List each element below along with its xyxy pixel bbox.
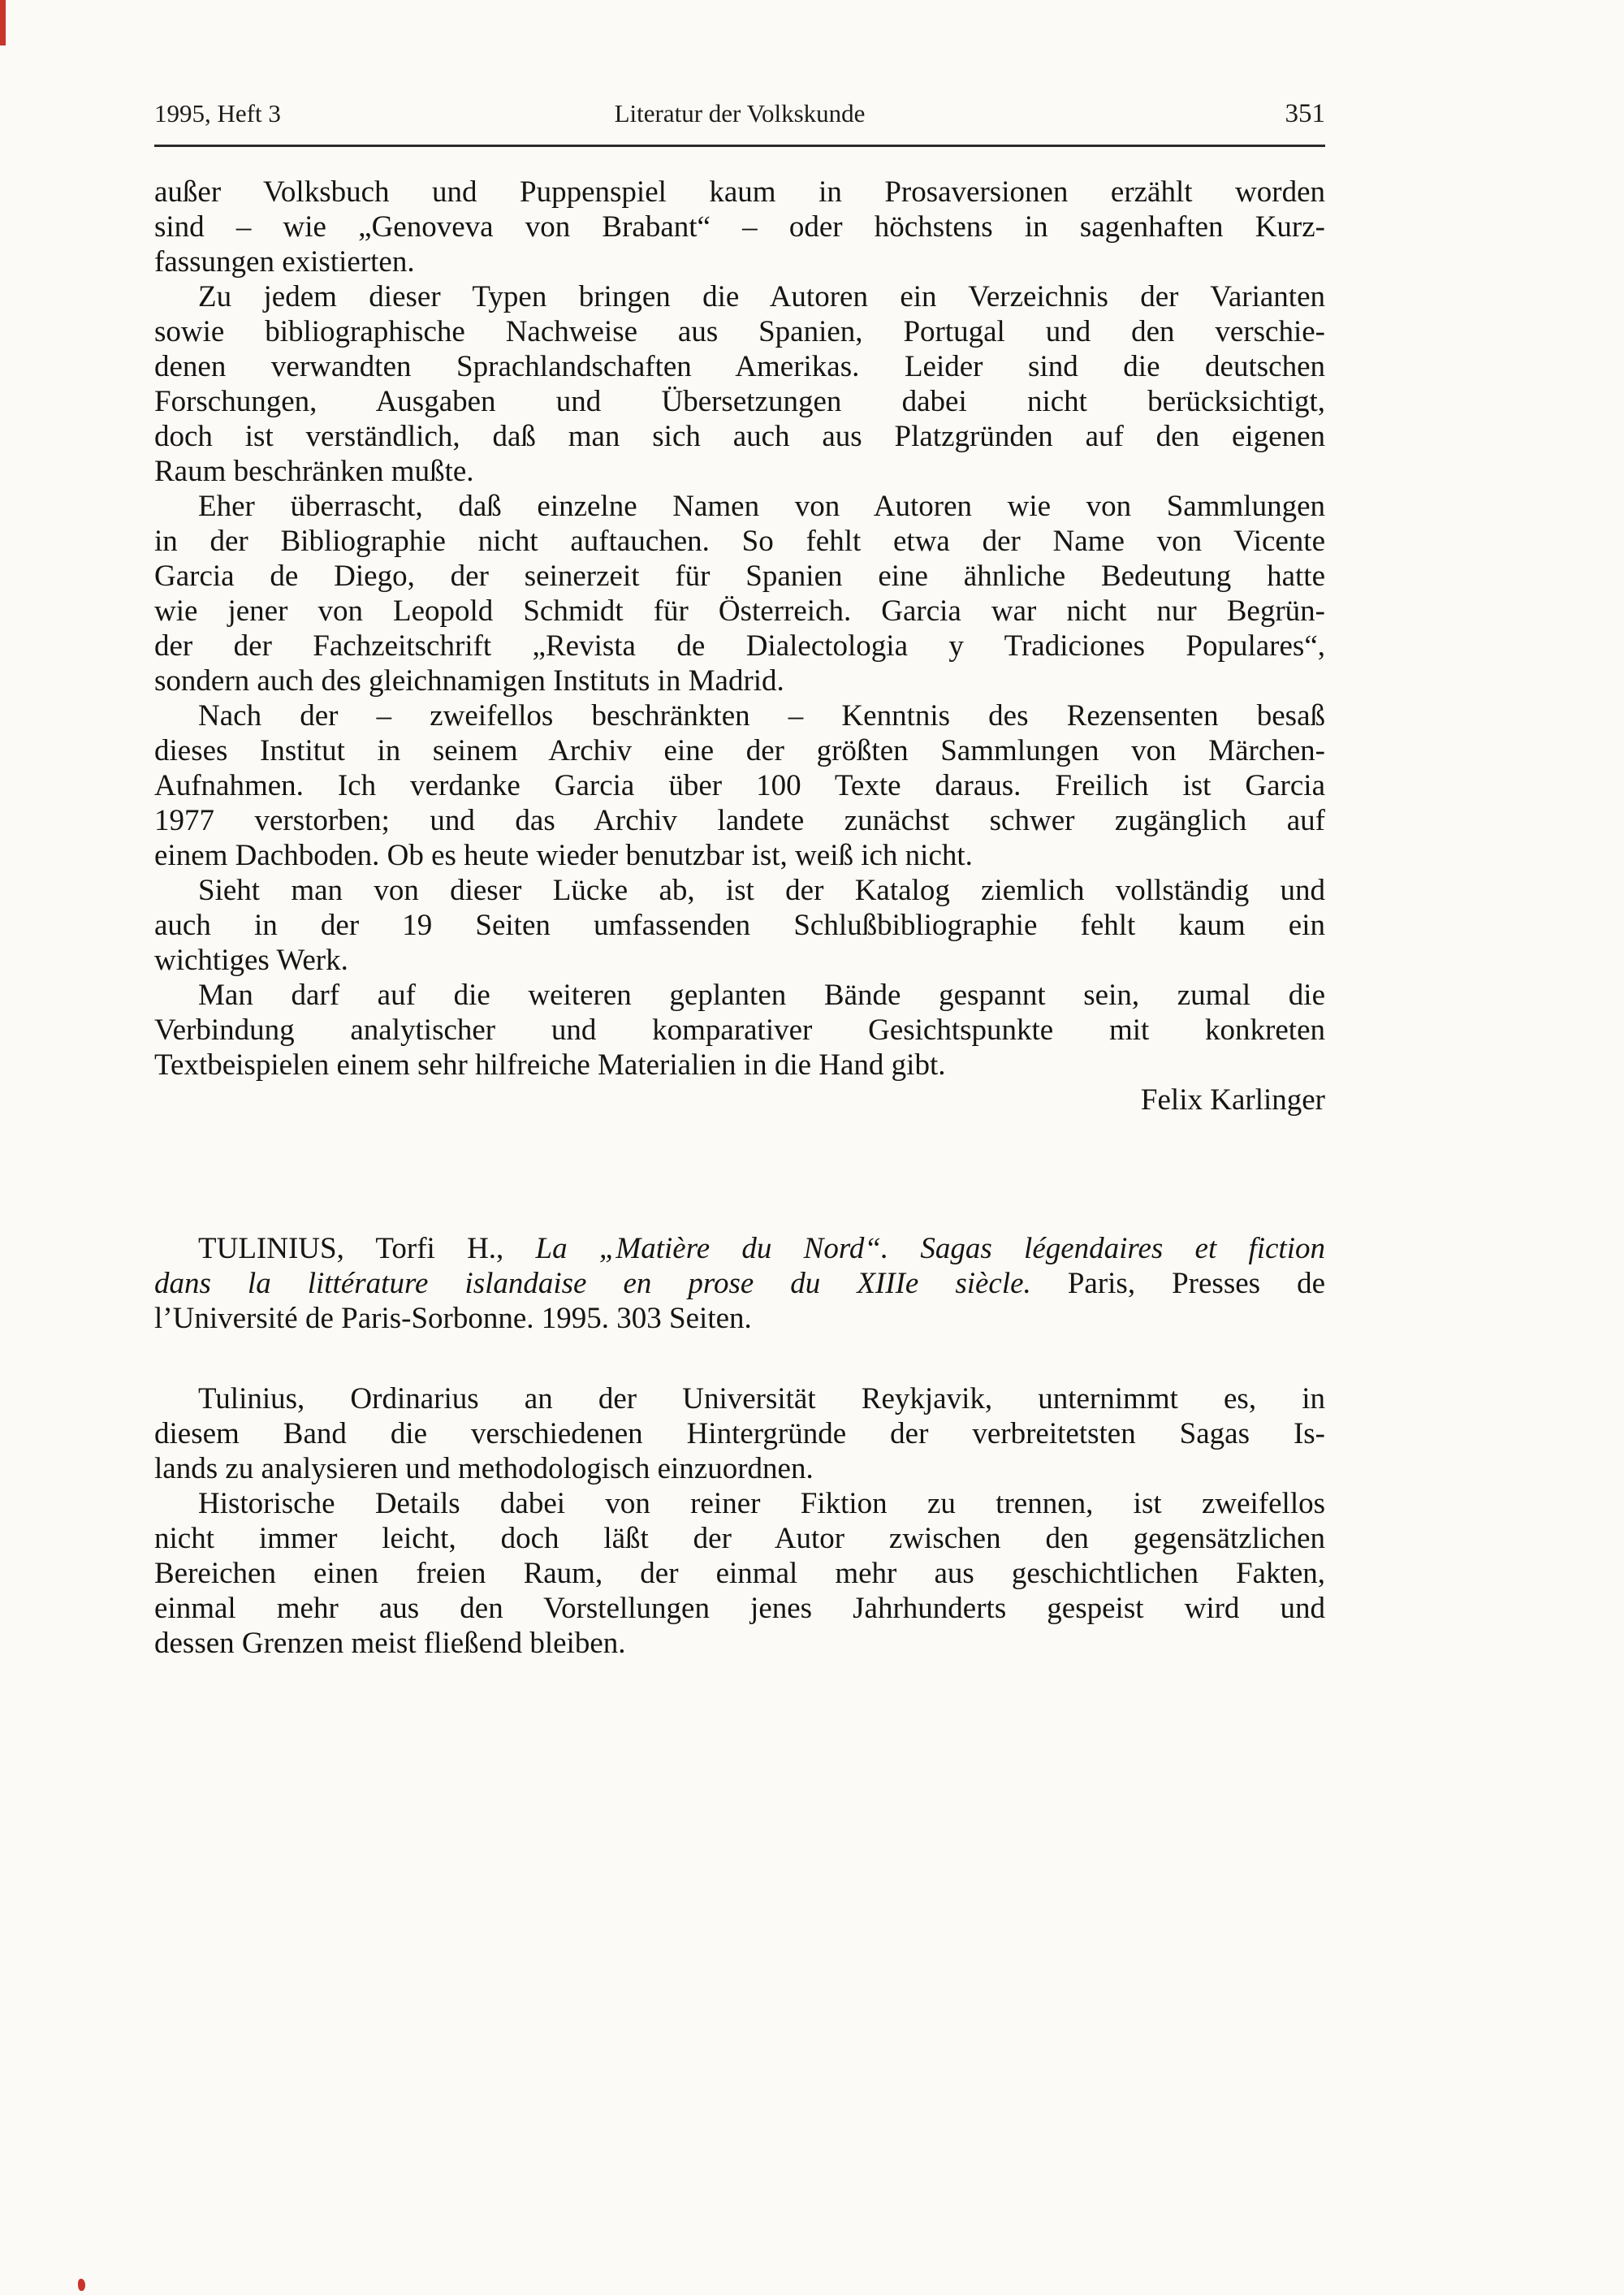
text-line <box>154 1231 1325 1266</box>
text-line: Historische Details dabei von reiner Fiktion zu trennen, ist zweifellos <box>198 1487 1325 1520</box>
text-line: wie jener von Leopold Schmidt für Österreich. Garcia war nicht nur Begrün- <box>154 594 1325 628</box>
paragraph <box>154 279 1325 489</box>
text-line: sowie bibliographische Nachweise aus Spanien, Portugal und den verschie- <box>154 315 1325 348</box>
text-line: diesem Band die verschiedenen Hintergründe der verbreitetsten Sagas Is- <box>154 1417 1325 1450</box>
review-tulinius <box>154 1231 1325 1661</box>
paragraph <box>154 978 1325 1083</box>
text-line: Zu jedem dieser Typen bringen die Autoren ein Verzeichnis der Varianten <box>198 280 1325 313</box>
header-rule <box>154 145 1325 147</box>
text-line: außer Volksbuch und Puppenspiel kaum in Prosaversionen erzählt worden <box>154 175 1325 209</box>
roman-text: TULINIUS, Torfi H., <box>198 1232 536 1265</box>
text-line: wichtiges Werk. <box>154 944 348 977</box>
text-line: lands zu analysieren und methodologisch einzuordnen. <box>154 1452 814 1485</box>
text-line: Verbindung analytischer und komparativer Gesichtspunkte mit konkreten <box>154 1014 1325 1047</box>
text-line: Aufnahmen. Ich verdanke Garcia über 100 Texte daraus. Freilich ist Garcia <box>154 769 1325 802</box>
italic-text: La „Matière du Nord“. Sagas légendaires et fiction <box>535 1232 1325 1265</box>
review-karlinger <box>154 175 1325 1117</box>
text-line: Forschungen, Ausgaben und Übersetzungen dabei nicht berücksichtigt, <box>154 385 1325 418</box>
text-line: doch ist verständlich, daß man sich auch aus Platzgründen auf den eigenen <box>154 420 1325 453</box>
paragraph <box>154 1381 1325 1486</box>
text-line: Sieht man von dieser Lücke ab, ist der Katalog ziemlich vollständig und <box>198 874 1325 907</box>
text-line: Garcia de Diego, der seinerzeit für Spanien eine ähnliche Bedeutung hatte <box>154 560 1325 593</box>
reviews <box>154 175 1325 1661</box>
roman-text: Paris, Presses de <box>1030 1267 1325 1300</box>
text-line <box>154 1301 1325 1336</box>
text-line: einmal mehr aus den Vorstellungen jenes Jahrhunderts gespeist wird und <box>154 1592 1325 1625</box>
text-line: Eher überrascht, daß einzelne Namen von Autoren wie von Sammlungen <box>198 490 1325 523</box>
italic-text: dans la littérature islandaise en prose du XIIIe siècle. <box>154 1267 1031 1300</box>
roman-text: l’Université de Paris-Sorbonne. 1995. 303 Seiten. <box>154 1302 752 1335</box>
text-line: Textbeispielen einem sehr hilfreiche Materialien in die Hand gibt. <box>154 1048 946 1082</box>
page-content <box>154 99 1325 1661</box>
text-line: Raum beschränken mußte. <box>154 455 474 488</box>
text-line: in der Bibliographie nicht auftauchen. So fehlt etwa der Name von Vicente <box>154 525 1325 558</box>
text-line: fassungen existierten. <box>154 245 415 279</box>
text-line: Bereichen einen freien Raum, der einmal mehr aus geschichtlichen Fakten, <box>154 1557 1325 1590</box>
reviewer-signature: Felix Karlinger <box>1140 1083 1325 1117</box>
text-line: dessen Grenzen meist fließend bleiben. <box>154 1627 626 1660</box>
page-header <box>154 99 1325 128</box>
paragraph <box>154 873 1325 978</box>
paragraph <box>154 1486 1325 1661</box>
text-line <box>154 1266 1325 1301</box>
text-line: einem Dachboden. Ob es heute wieder benutzbar ist, weiß ich nicht. <box>154 839 973 872</box>
paragraph <box>154 489 1325 698</box>
paragraph <box>154 698 1325 873</box>
text-line: sind – wie „Genoveva von Brabant“ – oder höchstens in sagenhaften Kurz- <box>154 210 1325 244</box>
citation-paragraph <box>154 1231 1325 1336</box>
text-line: denen verwandten Sprachlandschaften Amerikas. Leider sind die deutschen <box>154 350 1325 383</box>
text-line: dieses Institut in seinem Archiv eine der größten Sammlungen von Märchen- <box>154 734 1325 767</box>
journal-issue: 1995, Heft 3 <box>154 99 281 128</box>
text-line: sondern auch des gleichnamigen Instituts in Madrid. <box>154 664 784 698</box>
text-line: Man darf auf die weiteren geplanten Bände gespannt sein, zumal die <box>198 979 1325 1012</box>
running-title: Literatur der Volkskunde <box>614 99 866 128</box>
text-line: der der Fachzeitschrift „Revista de Dialectologia y Tradiciones Populares“, <box>154 629 1325 663</box>
text-line: Tulinius, Ordinarius an der Universität Reykjavik, unternimmt es, in <box>198 1382 1325 1415</box>
text-line: 1977 verstorben; und das Archiv landete zunächst schwer zugänglich auf <box>154 804 1325 837</box>
scan-artifact-red-top <box>0 0 6 45</box>
page-number: 351 <box>1285 99 1326 128</box>
text-line: Nach der – zweifellos beschränkten – Kenntnis des Rezensenten besaß <box>198 699 1325 733</box>
text-line: nicht immer leicht, doch läßt der Autor zwischen den gegensätzlichen <box>154 1522 1325 1555</box>
paragraph <box>154 175 1325 279</box>
text-line: auch in der 19 Seiten umfassenden Schlußbibliographie fehlt kaum ein <box>154 909 1325 942</box>
scan-artifact-red-bottom <box>78 2279 85 2291</box>
